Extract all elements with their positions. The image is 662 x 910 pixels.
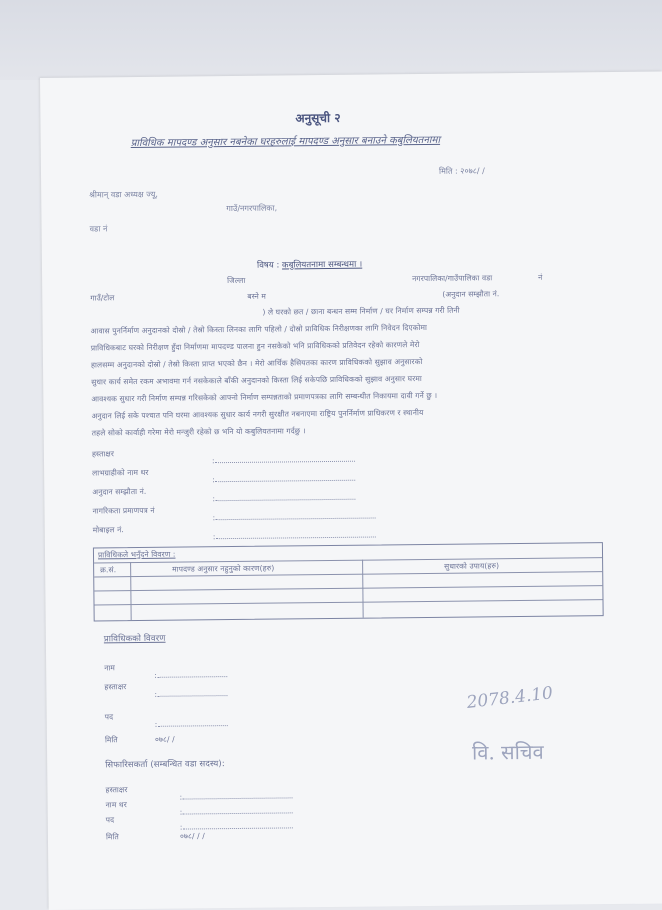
signer-agreement-label: अनुदान सम्झौता नं. <box>92 486 147 497</box>
body-line-4: हालसम्म अनुदानको दोस्रो / तेस्रो किस्ता प्राप्त भएको छैन । मेरो आर्थिक हैसियतका कारण प्राविधिकको सुझाव अनुसारको <box>90 357 423 370</box>
recommender-date-value: ०७८/ / / <box>179 831 205 841</box>
technician-signature-label: हस्ताक्षर <box>104 682 127 692</box>
table-divider <box>94 571 602 577</box>
body-line-1: ) ले घरको छत / छाना बन्धन सम्म निर्माण / घर निर्माण सम्पन्न गरी तिनी <box>262 305 460 317</box>
recommender-post-label: पद <box>105 815 115 825</box>
recommender-name-line: : <box>180 798 293 818</box>
signer-name-label: लाभग्राहीको नाम थर <box>92 467 149 478</box>
signer-citizenship-line: : <box>212 504 375 525</box>
body-line-5: सुधार कार्य समेत रकम अभावमा गर्न नसकेकाले बाँकी अनुदानको किस्ता लिई सकेपछि प्राविधिकको सुझाव अनुसार घरमा <box>91 374 422 387</box>
recommender-signature-line: : <box>179 783 292 803</box>
body-ward-no: नं <box>538 272 543 282</box>
signer-mobile-line: : <box>213 523 376 544</box>
recommender-name-label: नाम थर <box>105 800 128 810</box>
recommender-signature-label: हस्ताक्षर <box>105 785 128 795</box>
body-line-8: तहले सोको कार्वाही गरेमा मेरो मन्जुरी रहेको छ भनि यो कबुलियतनामा गर्दछु । <box>91 426 306 438</box>
document-page <box>40 71 662 909</box>
signer-signature-line: : <box>212 447 355 467</box>
technician-heading: प्राविधिकको विवरण <box>103 633 166 645</box>
body-line-6: आवश्यक सुधार गरी निर्माण सम्पन्न गरिसकेको आफ्नो निर्माण सम्पन्नताको प्रमाणपत्रका लागि सम्बन्धीत निकायमा दावी गर्ने छु । <box>91 390 438 404</box>
technician-date-label: मिति <box>104 735 118 745</box>
body-municipality: नगरपालिका/गाउँपालिका वडा <box>412 273 493 284</box>
body-line-3: प्राविधिकबाट घरको निरीक्षण हुँदा निर्माणमा मापदण्ड पालना हुन नसकेको भनि प्राविधिकको प्रतिवेदन रहेको कारणले मेरो <box>90 340 420 353</box>
body-tole: गाउँ/टोल <box>90 293 115 303</box>
technician-name-line: : <box>154 662 227 682</box>
subject-line <box>257 259 362 271</box>
table-header-reason: मापदण्ड अनुसार नहुनुको कारण(हरु) <box>172 563 275 574</box>
date-label: मिति : २०७८/ / <box>438 166 485 176</box>
technician-post-line: : <box>155 711 228 731</box>
document-title: अनुसूची २ <box>295 110 341 126</box>
signer-name-line: : <box>212 466 355 486</box>
table-divider <box>95 599 603 605</box>
technician-post-label: पद <box>104 712 114 722</box>
subject-label: विषय : <box>256 260 280 271</box>
handwritten-designation: वि. सचिव <box>471 739 544 765</box>
document-subtitle: प्राविधिक मापदण्ड अनुसार नबनेका घरहरुलाई मापदण्ड अनुसार बनाउने कबुलियतनामा <box>130 134 441 150</box>
recommender-post-line: : <box>180 813 293 833</box>
body-resident: बस्ने म <box>247 291 267 301</box>
deficiency-table-caption: प्राविधिकले भनुँदने विवरण : <box>97 549 176 560</box>
technician-date-value: ०७८/ / <box>154 734 175 744</box>
body-line-2: आवास पुनर्निर्माण अनुदानको दोस्रो / तेस्रो किस्ता लिनका लागि पहिलो / दोस्रो प्राविधिक निरीक्षणका लागि निवेदन दिएकोमा <box>90 322 428 336</box>
deficiency-table <box>93 542 604 621</box>
handwritten-date: 2078.4.10 <box>465 683 554 714</box>
addressee-line-2: गाउँ/नगरपालिका, <box>226 203 278 214</box>
signer-agreement-line: : <box>212 485 355 505</box>
subject-text: कबुलियतनामा सम्बन्धमा । <box>281 259 363 271</box>
table-header-remedy: सुधारको उपाय(हरु) <box>444 561 500 571</box>
body-line-7: अनुदान लिई सके पश्चात पनि घरमा आवश्यक सुधार कार्य नगरी सुरक्षीत नबनाएमा राष्ट्रिय पुनर्निर्माण प्राधिकरण र स्थानीय <box>91 408 424 421</box>
body-agreement-no: (अनुदान सम्झौता नं. <box>442 289 500 299</box>
technician-name-label: नाम <box>104 663 116 673</box>
recommender-heading: सिफारिसकर्ता (सम्बन्धित वडा सदस्य): <box>105 759 225 771</box>
addressee-line-1: श्रीमान् वडा अध्यक्ष ज्यू, <box>89 189 158 200</box>
signer-mobile-label: मोबाइल नं. <box>92 525 124 535</box>
recommender-date-label: मिति <box>105 832 119 842</box>
background-surface <box>0 0 662 80</box>
signer-citizenship-label: नागरिकता प्रमाणपत्र नं <box>92 505 155 516</box>
technician-signature-line: : <box>154 681 227 701</box>
addressee-line-3: वडा नं <box>89 224 108 234</box>
body-district: जिल्ला <box>227 275 246 286</box>
table-divider <box>94 585 602 591</box>
table-header-sn: क्र.सं. <box>100 565 117 575</box>
signer-signature-label: हस्ताक्षर <box>91 449 115 459</box>
